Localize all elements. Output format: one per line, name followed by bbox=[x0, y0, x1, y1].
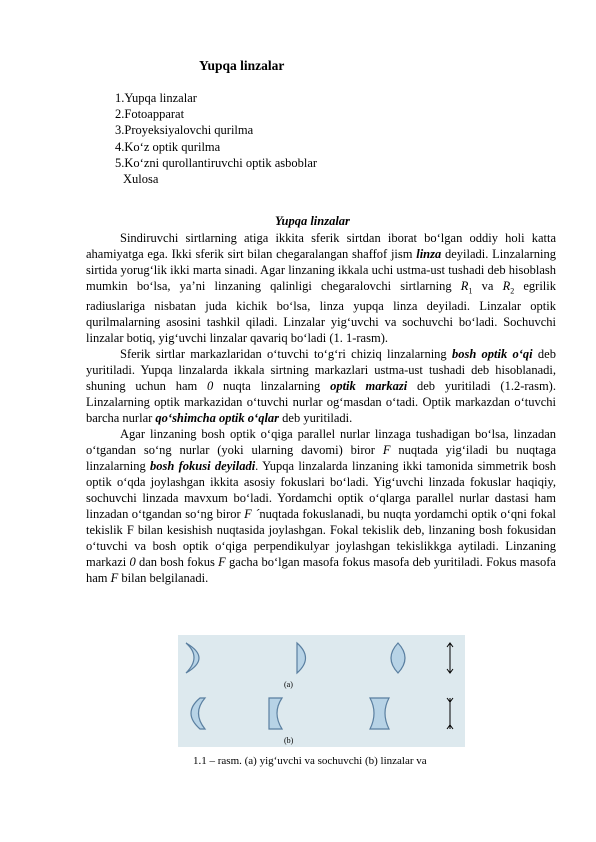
paragraph-3: Agar linzaning bosh optik o‘qiga parallel nurlar linzaga tushadigan bo‘lsa, linzadan o‘tgandan so‘ng nurlar (yoki ularning davomi) biror F nuqtada yig‘iladi bu nuqtaga linzalarning bosh fokusi deyiladi. Yupqa linzalarda linzaning ikki tamonida simmetrik bosh optik o‘qda joylashgan ikkita asosiy fokuslari bo‘ladi. Yig‘uvchi linzada fokuslar haqiqiy, sochuvchi linzada mavxum bo‘ladi. Yordamchi optik o‘qlarga parallel nurlar dastasi ham linzadan o‘tgandan so‘ng biror F ´nuqtada fokuslanadi, bu nuqta yordamchi optik o‘qni fokal tekislik F bilan kesishish nuqtasida joylashgan. Fokal tekislik deb, linzaning bosh fokusidan o‘tuvchi va bosh optik o‘qiga perpendikulyar joylashgan tekislikkga aytiladi. Linzaning markazi 0 dan bosh fokus F gacha bo‘lgan masofa fokus masofa deb yuritiladi. Fokus masofa ham F bilan belgilanadi. bbox=[86, 426, 556, 585]
lens-diagram bbox=[178, 635, 465, 747]
toc-item: 4.Ko‘z optik qurilma bbox=[115, 139, 221, 154]
plano-convex-lens-icon bbox=[297, 643, 306, 673]
toc-item: 3.Proyeksiyalovchi qurilma bbox=[115, 123, 254, 138]
table-of-contents bbox=[115, 90, 317, 187]
concave-meniscus-lens-icon bbox=[191, 698, 205, 729]
figure-label-a: (a) bbox=[284, 680, 293, 689]
biconcave-lens-icon bbox=[370, 698, 389, 729]
document-title: Yupqa linzalar bbox=[199, 58, 285, 73]
figure-caption: 1.1 – rasm. (a) yig‘uvchi va sochuvchi (b) linzalar va bbox=[193, 755, 427, 767]
section-heading: Yupqa linzalar bbox=[275, 214, 350, 228]
toc-item: 2.Fotoapparat bbox=[115, 107, 185, 122]
toc-item: 1.Yupqa linzalar bbox=[115, 91, 197, 105]
figure-label-b: (b) bbox=[284, 736, 294, 745]
toc-item: Xulosa bbox=[123, 172, 159, 187]
toc-item: 5.Ko‘zni qurollantiruvchi optik asboblar bbox=[115, 155, 318, 170]
lens-figure bbox=[178, 635, 465, 747]
plano-concave-lens-icon bbox=[269, 698, 282, 729]
meniscus-lens-icon bbox=[186, 643, 199, 673]
paragraph-1: Sindiruvchi sirtlarning atiga ikkita sferik sirtdan iborat bo‘lgan oddiy holi katta ahamiyatga ega. Ikki sferik sirt bilan chegaralangan shaffof jism linza deyiladi. Linzalarning sirtida yorug‘lik ikki marta sinadi. Agar linzaning ikkala uchi ustma-ust tushadi deb hisoblash mumkin bo‘lsa, ya’ni linzaning qalinligi chegaralovchi sirtlarning $R_1$ va $R_2$ egrilik radiuslariga nisbatan juda kichik bo‘lsa, linza yupqa linza deyiladi. Linzalar optik qurilmalarning asosini tashkil qiladi. Linzalar yig‘uvchi va sochuvchi bo‘ladi. Sochuvchi linzalar botiq, yig‘uvchi linzalar qavariq bo‘ladi (1. 1-rasm). bbox=[86, 231, 556, 346]
biconvex-lens-icon bbox=[391, 643, 405, 673]
paragraph-2: Sferik sirtlar markazlaridan o‘tuvchi to‘g‘ri chiziq linzalarning bosh optik o‘qi deb yuritiladi. Yupqa linzalarda ikkala sirtning markazlari ustma-ust tushadi deb hisoblanadi, shuning uchun ham 0 nuqta linzalarning optik markazi deb yuritiladi (1.2-rasm). Linzalarning optik markazidan o‘tuvchi nurlar og‘masdan o‘tadi. Optik markazdan o‘tuvchi barcha nurlar qo‘shimcha optik o‘qlar deb yuritiladi. bbox=[86, 347, 556, 425]
body-text bbox=[86, 231, 556, 586]
